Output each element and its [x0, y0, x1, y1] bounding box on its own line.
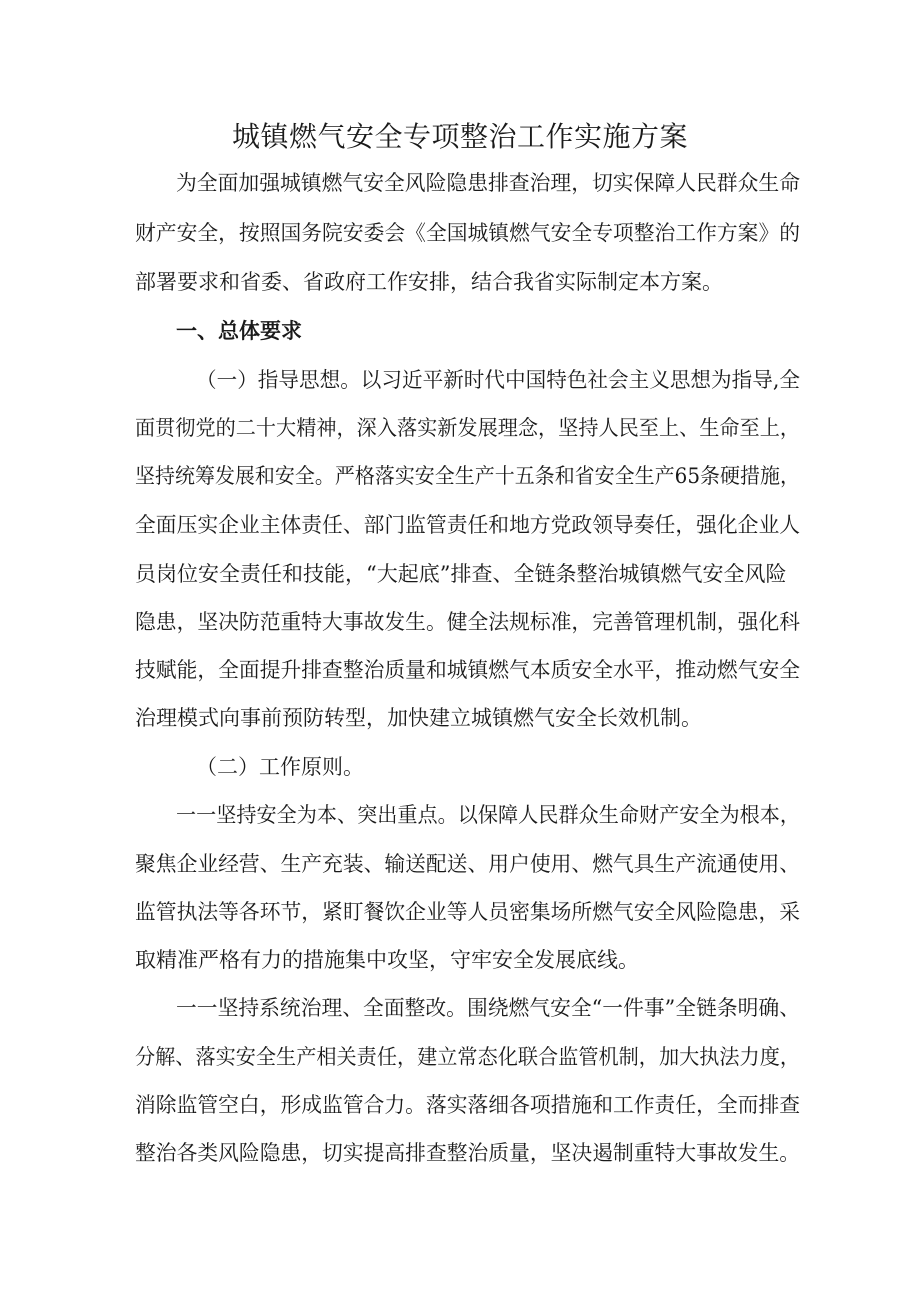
guiding-line: 面贯彻党的二十大精神，深入落实新发展理念，坚持人民至上、生命至上，: [135, 416, 801, 440]
guiding-line: 技赋能，全面提升排查整治质量和城镇燃气本质安全水平，推动燃气安全: [135, 658, 801, 682]
guiding-line: 员岗位安全责任和技能，“大起底”排查、全链条整治城镇燃气安全风险: [135, 562, 787, 586]
principle-line: 聚焦企业经营、生产充装、输送配送、用户使用、燃气具生产流通使用、: [135, 852, 801, 876]
principle-line: 一一坚持系统治理、全面整改。围绕燃气安全“一件事”全链条明确、: [176, 996, 800, 1020]
guiding-line: （一）指导思想。以习近平新时代中国特色社会主义思想为指导,全: [196, 368, 800, 392]
guiding-line: 坚持统筹发展和安全。严格落实安全生产十五条和省安全生产65条硬措施，: [135, 464, 800, 488]
document-title: 城镇燃气安全专项整治工作实施方案: [231, 120, 688, 153]
intro-line: 财产安全，按照国务院安委会《全国城镇燃气安全专项整治工作方案》的: [135, 221, 801, 245]
principle-line: 消除监管空白，形成监管合力。落实落细各项措施和工作责任，全而排查: [135, 1093, 801, 1117]
principle-line: 整治各类风险隐患，切实提高排查整治质量，坚决遏制重特大事故发生。: [135, 1141, 801, 1165]
guiding-line: 治理模式向事前预防转型，加快建立城镇燃气安全长效机制。: [135, 706, 702, 730]
guiding-line: 隐患，坚决防范重特大事故发生。健全法规标准，完善管理机制，强化科: [135, 610, 801, 634]
principle-line: 分解、落实安全生产相关责任，建立常态化联合监管机制，加大执法力度，: [135, 1045, 801, 1069]
principle-line: 一一坚持安全为本、突出重点。以保障人民群众生命财产安全为根本，: [176, 803, 800, 827]
subsection-heading: （二）工作原则。: [196, 755, 364, 779]
principle-line: 取精准严格有力的措施集中攻坚，守牢安全发展底线。: [135, 948, 639, 972]
principle-line: 监管执法等各环节，紧盯餐饮企业等人员密集场所燃气安全风险隐患，采: [135, 900, 801, 924]
intro-line: 为全面加强城镇燃气安全风险隐患排查治理，切实保障人民群众生命: [176, 171, 801, 195]
intro-line: 部署要求和省委、省政府工作安排，结合我省实际制定本方案。: [135, 270, 723, 294]
section-heading: 一、总体要求: [176, 319, 302, 343]
guiding-line: 全面压实企业主体责任、部门监管责任和地方党政领导奏任，强化企业人: [135, 513, 801, 537]
